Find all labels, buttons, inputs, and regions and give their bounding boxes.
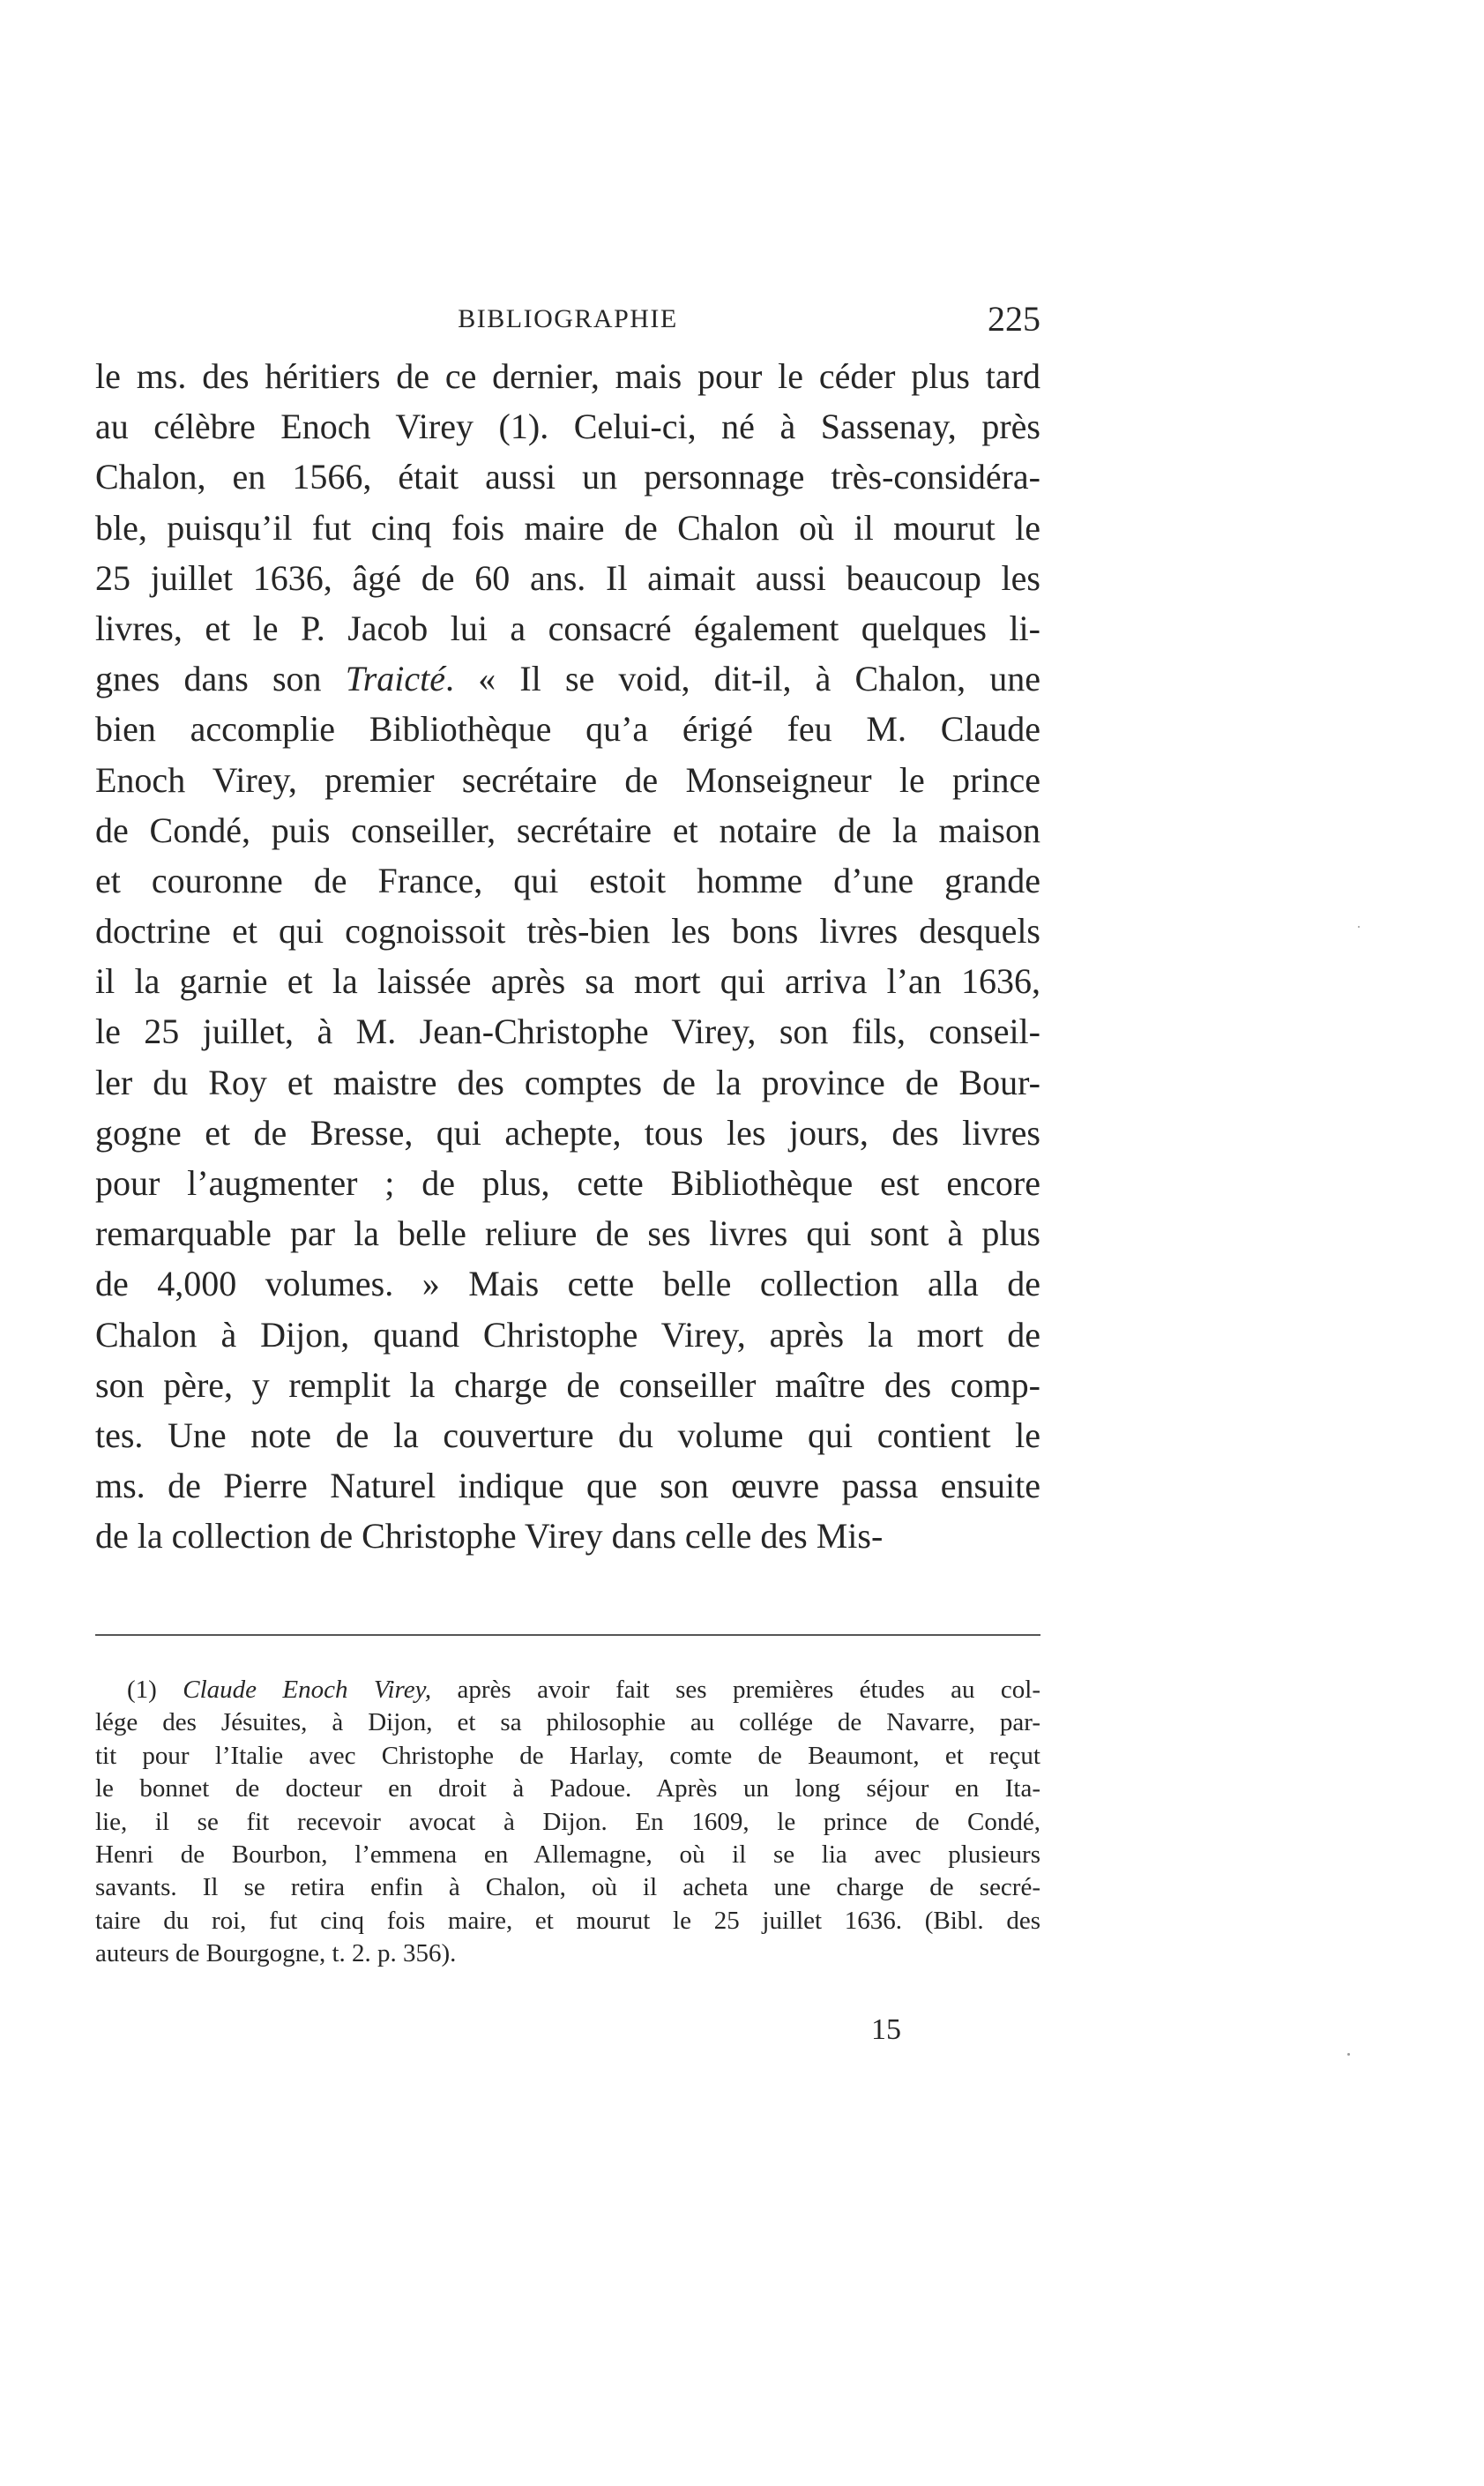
body-line: le ms. des héritiers de ce dernier, mais pour le céder plus tard xyxy=(95,356,1040,396)
footnote-line: lie, il se fit recevoir avocat à Dijon. En 1609, le prince de Condé, xyxy=(95,1807,1040,1836)
book-title-italic: Traicté xyxy=(345,659,446,699)
signature-mark: 15 xyxy=(871,2013,901,2046)
body-line: de 4,000 volumes. » Mais cette belle collection alla de xyxy=(95,1264,1040,1304)
body-line: remarquable par la belle reliure de ses livres qui sont à plus xyxy=(95,1213,1040,1254)
footnote-line: savants. Il se retira enfin à Chalon, où il acheta une charge de secré- xyxy=(95,1873,1040,1902)
paper-speck xyxy=(1358,926,1360,928)
paper-speck xyxy=(1347,2053,1350,2056)
footnote-line: lége des Jésuites, à Dijon, et sa philosophie au collége de Navarre, par- xyxy=(95,1708,1040,1737)
body-text xyxy=(95,351,1040,1562)
running-head xyxy=(95,300,1040,339)
running-title: BIBLIOGRAPHIE xyxy=(458,304,678,333)
footnote-line: Henri de Bourbon, l’emmena en Allemagne, où il se lia avec plusieurs xyxy=(95,1840,1040,1869)
page-number: 225 xyxy=(988,299,1040,339)
footnote-line: le bonnet de docteur en droit à Padoue. Après un long séjour en Ita- xyxy=(95,1774,1040,1803)
body-line: Chalon, en 1566, était aussi un personnage très-considéra- xyxy=(95,457,1040,497)
body-line: le 25 juillet, à M. Jean-Christophe Virey, son fils, conseil- xyxy=(95,1012,1040,1052)
body-line: de la collection de Christophe Virey dans celle des Mis- xyxy=(95,1516,884,1557)
body-line: au célèbre Enoch Virey (1). Celui-ci, né à Sassenay, près xyxy=(95,407,1040,447)
body-line: il la garnie et la laissée après sa mort qui arriva l’an 1636, xyxy=(95,961,1040,1002)
body-line: ler du Roy et maistre des comptes de la province de Bour- xyxy=(95,1062,1040,1102)
footnote-name: Claude Enoch Virey, xyxy=(183,1676,432,1704)
body-line: pour l’augmenter ; de plus, cette Bibliothèque est encore xyxy=(95,1163,1040,1203)
body-line: 25 juillet 1636, âgé de 60 ans. Il aimait aussi beaucoup les xyxy=(95,557,1040,598)
footnote-divider xyxy=(95,1634,1040,1636)
footnote-first-line xyxy=(95,1674,1040,1706)
body-line: gogne et de Bresse, qui achepte, tous les jours, des livres xyxy=(95,1112,1040,1153)
footnote-line: taire du roi, fut cinq fois maire, et mourut le 25 juillet 1636. (Bibl. des xyxy=(95,1906,1040,1935)
footnote-first-line-text: après avoir fait ses premières études au col- xyxy=(457,1676,1041,1704)
body-line: son père, y remplit la charge de conseiller maître des comp- xyxy=(95,1364,1040,1405)
footnote xyxy=(95,1674,1040,1971)
body-line: livres, et le P. Jacob lui a consacré également quelques li- xyxy=(95,608,1040,648)
body-line: ble, puisqu’il fut cinq fois maire de Chalon où il mourut le xyxy=(95,507,1040,548)
body-line: gnes dans son Traicté. « Il se void, dit-il, à Chalon, une xyxy=(95,659,1040,699)
body-line: et couronne de France, qui estoit homme d’une grande xyxy=(95,860,1040,900)
body-line: doctrine et qui cognoissoit très-bien les bons livres desquels xyxy=(95,911,1040,952)
body-line: de Condé, puis conseiller, secrétaire et notaire de la maison xyxy=(95,810,1040,850)
footnote-line: auteurs de Bourgogne, t. 2. p. 356). xyxy=(95,1939,457,1968)
footnote-line: tit pour l’Italie avec Christophe de Harlay, comte de Beaumont, et reçut xyxy=(95,1741,1040,1770)
body-line: tes. Une note de la couverture du volume qui contient le xyxy=(95,1415,1040,1455)
body-line: ms. de Pierre Naturel indique que son œuvre passa ensuite xyxy=(95,1466,1040,1506)
footnote-marker: (1) xyxy=(127,1676,157,1704)
body-line: Chalon à Dijon, quand Christophe Virey, après la mort de xyxy=(95,1314,1040,1355)
body-line: bien accomplie Bibliothèque qu’a érigé feu M. Claude xyxy=(95,709,1040,750)
body-line: Enoch Virey, premier secrétaire de Monseigneur le prince xyxy=(95,759,1040,800)
